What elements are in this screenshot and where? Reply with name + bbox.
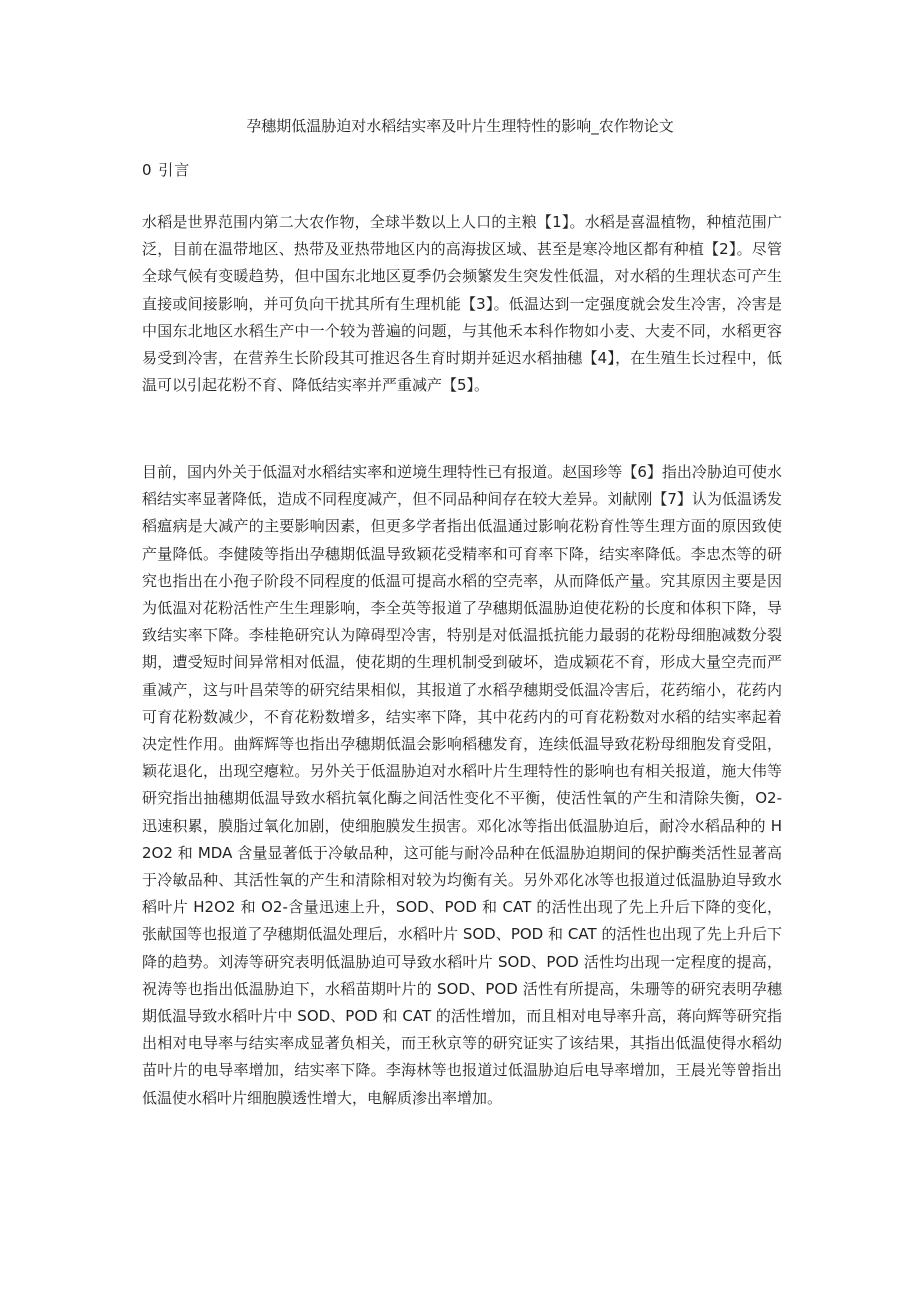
body-paragraph-1: 水稻是世界范围内第二大农作物，全球半数以上人口的主粮【1】。水稻是喜温植物，种植范围广泛，目前在温带地区、热带及亚热带地区内的高海拔区域、甚至是寒冷地区都有种植【2】。尽管全球气候有变暖趋势，但中国东北地区夏季仍会频繁发生突发性低温，对水稻的生理状态可产生直接或间接影响，并可负向干扰其所有生理机能【3】。低温达到一定强度就会发生冷害，冷害是中国东北地区水稻生产中一个较为普遍的问题，与其他禾本科作物如小麦、大麦不同，水稻更容易受到冷害，在营养生长阶段其可推迟各生育时期并延迟水稻抽穗【4】，在生殖生长过程中，低温可以引起花粉不育、降低结实率并严重减产【5】。: [142, 213, 782, 395]
body-paragraph-2: 目前，国内外关于低温对水稻结实率和逆境生理特性已有报道。赵国珍等【6】指出冷胁迫可使水稻结实率显著降低，造成不同程度减产，但不同品种间存在较大差异。刘献刚【7】认为低温诱发稻瘟病是大减产的主要影响因素，但更多学者指出低温通过影响花粉育性等生理方面的原因致使产量降低。李健陵等指出孕穗期低温导致颖花受精率和可育率下降，结实率降低。李忠杰等的研究也指出在小孢子阶段不同程度的低温可提高水稻的空壳率，从而降低产量。究其原因主要是因为低温对花粉活性产生生理影响，李全英等报道了孕穗期低温胁迫使花粉的长度和体积下降，导致结实率下降。李桂艳研究认为障碍型冷害，特别是对低温抵抗能力最弱的花粉母细胞减数分裂期，遭受短时间异常相对低温，使花期的生理机制受到破坏，造成颖花不育，形成大量空壳而严重减产，这与叶昌荣等的研究结果相似，其报道了水稻孕穗期受低温冷害后，花药缩小，花药内可育花粉数减少，不育花粉数增多，结实率下降，其中花药内的可育花粉数对水稻的结实率起着决定性作用。曲辉辉等也指出孕穗期低温会影响稻穗发育，连续低温导致花粉母细胞发育受阻，颖花退化，出现空瘪粒。另外关于低温胁迫对水稻叶片生理特性的影响也有相关报道，施大伟等研究指出抽穗期低温导致水稻抗氧化酶之间活性变化不平衡，使活性氧的产生和清除失衡，O2-迅速积累，膜脂过氧化加剧，使细胞膜发生损害。邓化冰等指出低温胁迫后，耐冷水稻品种的 H2O2 和 MDA 含量显著低于冷敏品种，这可能与耐冷品种在低温胁迫期间的保护酶类活性显著高于冷敏品种、其活性氧的产生和清除相对较为均衡有关。另外邓化冰等也报道过低温胁迫导致水稻叶片 H2O2 和 O2-含量迅速上升，SOD、POD 和 CAT 的活性出现了先上升后下降的变化，张献国等也报道了孕穗期低温处理后，水稻叶片 SOD、POD 和 CAT 的活性也出现了先上升后下降的趋势。刘涛等研究表明低温胁迫可导致水稻叶片 SOD、POD 活性均出现一定程度的提高，祝涛等也指出低温胁迫下，水稻苗期叶片的 SOD、POD 活性有所提高，朱珊等的研究表明孕穗期低温导致水稻叶片中 SOD、POD 和 CAT 的活性增加，而且相对电导率升高，蒋向辉等研究指出相对电导率与结实率成显著负相关，而王秋京等的研究证实了该结果，其指出低温使得水稻幼苗叶片的电导率增加，结实率下降。李海林等也报道过低温胁迫后电导率增加，王晨光等曾指出低温使水稻叶片细胞膜透性增大，电解质渗出率增加。: [142, 463, 782, 1107]
section-heading-introduction: 0 引言: [142, 161, 191, 179]
document-title: 孕穗期低温胁迫对水稻结实率及叶片生理特性的影响_农作物论文: [246, 117, 674, 135]
